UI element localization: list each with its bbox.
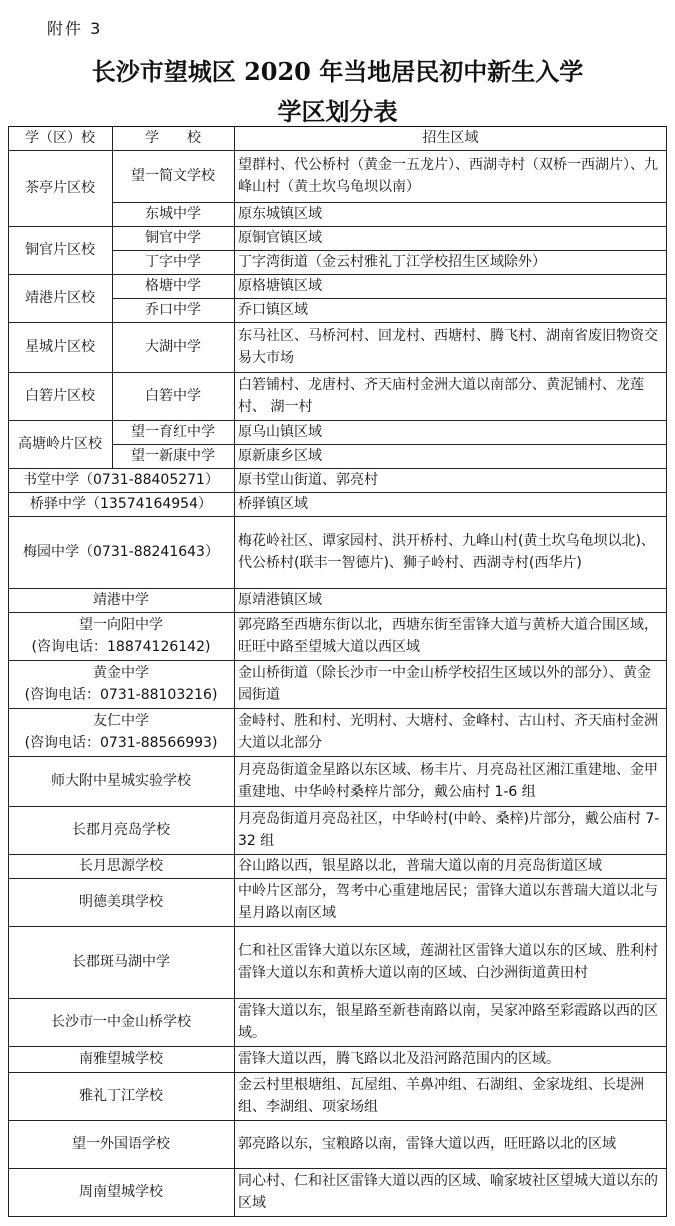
area-cell: 金山桥街道（除长沙市一中金山桥学校招生区域以外的部分）、黄金园街道	[238, 665, 651, 703]
table-rule	[112, 274, 113, 322]
table-rule	[8, 274, 667, 275]
table-rule	[112, 126, 113, 150]
area-cell: 桥驿镇区域	[238, 496, 308, 512]
school-cell-name: 黄金中学	[93, 665, 149, 681]
area-cell: 金云村里根塘组、瓦屋组、羊鼻冲组、石湖组、金家垅组、长堤洲组、李湖组、项家场组	[238, 1077, 644, 1115]
school-cell-phone: (咨询电话：18874126142)	[31, 639, 211, 655]
school-cell: 望一育红中学	[131, 424, 215, 440]
district-cell: 白箬片区校	[25, 388, 95, 404]
area-cell: 谷山路以西，银星路以北，普瑞大道以南的月亮岛街道区域	[238, 858, 602, 874]
area-cell: 郭亮路以东，宝粮路以南，雷锋大道以西，旺旺路以北的区域	[238, 1136, 616, 1152]
table-rule	[8, 612, 667, 613]
school-cell: 靖港中学	[93, 592, 149, 608]
table-rule	[8, 150, 667, 151]
school-cell: 长沙市一中金山桥学校	[51, 1014, 191, 1030]
area-cell: 乔口镇区域	[238, 302, 308, 318]
page-subtitle: 学区划分表	[277, 97, 398, 126]
area-cell: 东马社区、马桥河村、回龙村、西塘村、腾飞村、湖南省废旧物资交易大市场	[238, 328, 658, 366]
table-rule	[112, 150, 113, 226]
school-cell: 雅礼丁江学校	[79, 1088, 163, 1104]
school-cell: 南雅望城学校	[79, 1051, 163, 1067]
table-rule	[8, 878, 667, 879]
school-cell: 周南望城学校	[79, 1184, 163, 1200]
area-cell: 中岭片区部分，驾考中心重建地居民；雷锋大道以东普瑞大道以北与星月路以南区域	[238, 883, 658, 921]
table-rule	[8, 492, 667, 493]
school-cell-phone: (咨询电话：0731-88566993)	[24, 735, 218, 751]
school-cell: 长郡月亮岛学校	[72, 822, 170, 838]
area-cell: 仁和社区雷锋大道以东区域，莲湖社区雷锋大道以东的区域、胜利村雷锋大道以东和黄桥大道以南的区域、白沙洲街道黄田村	[238, 943, 658, 981]
table-rule	[8, 516, 667, 517]
area-cell: 月亮岛街道月亮岛社区，中华岭村(中岭、桑梓)片部分，戴公庙村 7-32 组	[238, 811, 660, 849]
table-rule	[8, 660, 667, 661]
table-rule	[8, 1046, 667, 1047]
school-cell: 书堂中学（0731-88405271）	[23, 472, 219, 488]
column-header-school: 学 校	[145, 130, 201, 146]
area-cell: 丁字湾街道（金云村雅礼丁江学校招生区域除外）	[238, 254, 546, 270]
table-rule	[8, 1120, 667, 1121]
school-cell: 梅园中学（0731-88241643）	[23, 544, 219, 560]
table-rule	[8, 926, 667, 927]
area-cell: 原东城镇区域	[238, 206, 322, 222]
area-cell: 原书堂山街道、郭亮村	[238, 472, 378, 488]
table-rule	[8, 126, 9, 1216]
school-cell: 明德美琪学校	[79, 894, 163, 910]
school-cell: 丁字中学	[145, 254, 201, 270]
table-rule	[112, 322, 113, 372]
area-cell: 原格塘镇区域	[238, 278, 322, 294]
school-cell: 白箬中学	[145, 388, 201, 404]
table-rule	[8, 468, 667, 469]
school-cell: 铜官中学	[145, 230, 201, 246]
area-cell: 原铜官镇区域	[238, 230, 322, 246]
table-rule	[8, 806, 667, 807]
table-rule	[8, 998, 667, 999]
school-cell: 桥驿中学（13574164954）	[30, 496, 212, 512]
district-cell: 星城片区校	[25, 339, 95, 355]
table-rule	[112, 298, 667, 299]
table-rule	[8, 854, 667, 855]
area-cell: 原靖港镇区域	[238, 592, 322, 608]
school-cell: 长郡斑马湖中学	[72, 954, 170, 970]
table-rule	[112, 372, 113, 420]
column-header-district: 学（区）校	[25, 130, 95, 146]
table-rule	[8, 322, 667, 323]
table-rule	[112, 444, 667, 445]
attachment-label: 附件 3	[47, 19, 103, 38]
school-cell: 格塘中学	[145, 278, 201, 294]
area-cell: 原新康乡区域	[238, 448, 322, 464]
area-cell: 月亮岛街道金星路以东区域、杨丰片、月亮岛社区湘江重建地、金甲重建地、中华岭村桑梓片部分，戴公庙村 1-6 组	[238, 762, 658, 800]
table-rule	[8, 756, 667, 757]
column-header-area: 招生区域	[422, 130, 479, 146]
school-cell-phone: (咨询电话：0731-88103216)	[24, 687, 218, 703]
table-rule	[666, 126, 667, 1216]
school-cell: 东城中学	[145, 206, 201, 222]
district-table	[8, 126, 667, 1226]
district-cell: 靖港片区校	[25, 290, 95, 306]
district-cell: 铜官片区校	[25, 242, 95, 258]
table-rule	[8, 588, 667, 589]
table-rule	[8, 372, 667, 373]
table-rule	[234, 126, 235, 1216]
school-cell: 望一新康中学	[131, 448, 215, 464]
table-rule	[8, 1168, 667, 1169]
school-cell: 大湖中学	[145, 339, 201, 355]
table-rule	[112, 202, 667, 203]
area-cell: 原乌山镇区域	[238, 424, 322, 440]
area-cell: 雷锋大道以东，银星路至新巷南路以南，吴家冲路至彩霞路以西的区域。	[238, 1003, 658, 1041]
district-cell: 高塘岭片区校	[18, 436, 102, 452]
school-cell-name: 望一向阳中学	[79, 617, 163, 633]
table-rule	[112, 420, 113, 468]
school-cell: 望一简文学校	[131, 168, 215, 184]
table-rule	[8, 708, 667, 709]
school-cell-name: 友仁中学	[93, 713, 149, 729]
table-rule	[8, 1072, 667, 1073]
area-cell: 金峙村、胜和村、光明村、大塘村、金峰村、古山村、齐天庙村金洲大道以北部分	[238, 713, 658, 751]
table-rule	[8, 226, 667, 227]
table-rule	[112, 250, 667, 251]
area-cell: 同心村、仁和社区雷锋大道以西的区域、喻家坡社区望城大道以东的区域	[238, 1173, 658, 1211]
district-cell: 茶亭片区校	[25, 180, 95, 196]
area-cell: 望群村、代公桥村（黄金一五龙片）、西湖寺村（双桥一西湖片）、九峰山村（黄土坎乌龟坝以南）	[238, 157, 658, 195]
school-cell: 长月思源学校	[79, 858, 163, 874]
school-cell	[8, 612, 234, 660]
table-rule	[8, 126, 667, 127]
table-rule	[8, 420, 667, 421]
page-title: 长沙市望城区 2020 年当地居民初中新生入学	[91, 57, 584, 86]
school-cell	[8, 708, 234, 756]
area-cell: 雷锋大道以西，腾飞路以北及沿河路范围内的区域。	[238, 1051, 560, 1067]
table-rule	[112, 226, 113, 274]
school-cell	[8, 660, 234, 708]
school-cell: 师大附中星城实验学校	[51, 773, 191, 789]
area-cell: 梅花岭社区、谭家园村、洪开桥村、九峰山村(黄土坎乌龟坝以北)、代公桥村(联丰一智德片)、狮子岭村、西湖寺村(西华片)	[238, 533, 655, 571]
school-cell: 乔口中学	[145, 302, 201, 318]
area-cell: 白箬铺村、龙唐村、齐天庙村金洲大道以南部分、黄泥铺村、龙莲村、 湖一村	[238, 377, 644, 415]
school-cell: 望一外国语学校	[72, 1136, 170, 1152]
area-cell: 郭亮路至西塘东街以北，西塘东街至雷锋大道与黄桥大道合围区域，旺旺中路至望城大道以西区域	[238, 617, 658, 655]
